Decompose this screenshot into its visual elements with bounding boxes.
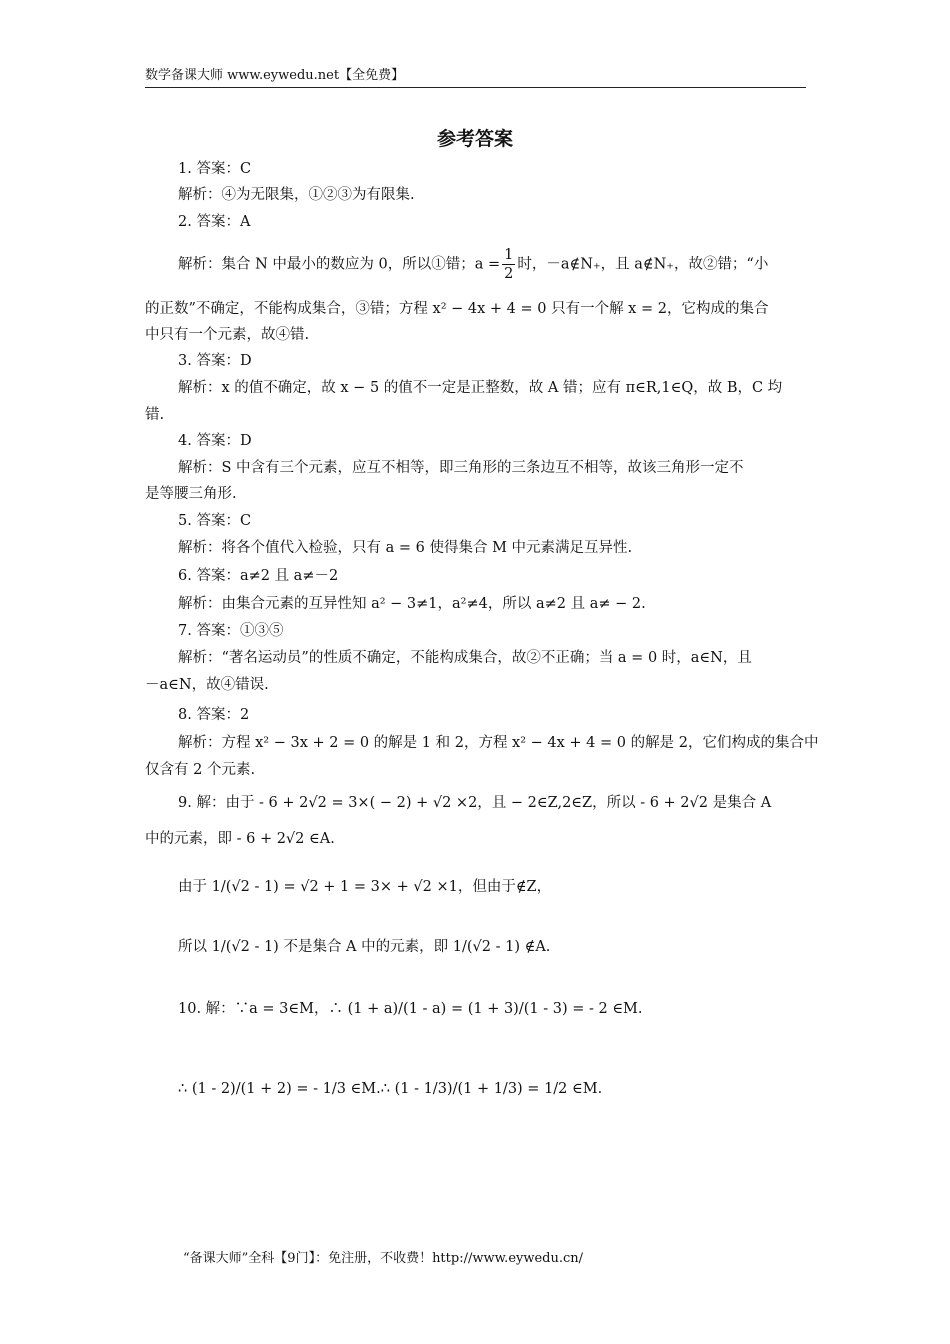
answer-3: 3. 答案：D bbox=[178, 353, 252, 369]
answer-7: 7. 答案：①③⑤ bbox=[178, 623, 284, 639]
solution-10-line2: ∴ (1 - 2)/(1 + 2) = - 1/3 ∈M.∴ (1 - 1/3)/(1 + 1/3) = 1/2 ∈M. bbox=[178, 1081, 603, 1097]
answer-1: 1. 答案：C bbox=[178, 161, 252, 177]
analysis-1: 解析：④为无限集，①②③为有限集. bbox=[178, 187, 415, 203]
answer-4: 4. 答案：D bbox=[178, 433, 252, 449]
fraction-one-half bbox=[502, 246, 515, 283]
analysis-2-line3: 中只有一个元素，故④错. bbox=[145, 327, 310, 343]
analysis-7-line2: －a∈N，故④错误. bbox=[145, 677, 269, 693]
answer-5: 5. 答案：C bbox=[178, 513, 252, 529]
fraction-numerator: 1 bbox=[504, 247, 514, 263]
page-title: 参考答案 bbox=[436, 128, 513, 150]
analysis-2-part1: 解析：集合 N 中最小的数应为 0，所以①错；a = bbox=[178, 256, 501, 273]
fraction-denominator: 2 bbox=[504, 266, 514, 283]
analysis-7-line1: 解析：“著名运动员”的性质不确定，不能构成集合，故②不正确；当 a = 0 时，a∈N，且 bbox=[178, 650, 752, 666]
analysis-8-line1: 解析：方程 x² − 3x + 2 = 0 的解是 1 和 2，方程 x² − 4x + 4 = 0 的解是 2，它们构成的集合中 bbox=[178, 735, 819, 751]
solution-9-line2: 中的元素，即 - 6 + 2√2 ∈A. bbox=[145, 831, 335, 847]
analysis-2-line1 bbox=[145, 246, 839, 283]
solution-9-line3: 由于 1/(√2 - 1) = √2 + 1 = 3× + √2 ×1，但由于∉Z， bbox=[178, 879, 552, 895]
page-footer: “备课大师”全科【9门】：免注册，不收费！http://www.eywedu.cn/ bbox=[183, 1251, 584, 1266]
answer-2: 2. 答案：A bbox=[178, 214, 251, 230]
analysis-6: 解析：由集合元素的互异性知 a² − 3≠1，a²≠4，所以 a≠2 且 a≠ − 2. bbox=[178, 596, 646, 612]
solution-10-line1: 10. 解：∵a = 3∈M，∴ (1 + a)/(1 - a) = (1 + 3)/(1 - 3) = - 2 ∈M. bbox=[178, 1001, 643, 1017]
page-header: 数学备课大师 www.eywedu.net【全免费】 bbox=[145, 64, 806, 88]
analysis-3-line1: 解析：x 的值不确定，故 x − 5 的值不一定是正整数，故 A 错；应有 π∈R,1∈Q，故 B，C 均 bbox=[178, 380, 783, 396]
solution-9-line1: 9. 解：由于 - 6 + 2√2 = 3×( − 2) + √2 ×2，且 − 2∈Z,2∈Z，所以 - 6 + 2√2 是集合 A bbox=[178, 795, 772, 811]
solution-9-line4: 所以 1/(√2 - 1) 不是集合 A 中的元素，即 1/(√2 - 1) ∉A. bbox=[178, 939, 551, 955]
analysis-8-line2: 仅含有 2 个元素. bbox=[145, 762, 256, 778]
answer-6: 6. 答案：a≠2 且 a≠－2 bbox=[178, 568, 339, 584]
analysis-2-line2: 的正数”不确定，不能构成集合，③错；方程 x² − 4x + 4 = 0 只有一个解 x = 2，它构成的集合 bbox=[145, 301, 769, 317]
analysis-5: 解析：将各个值代入检验，只有 a = 6 使得集合 M 中元素满足互异性. bbox=[178, 540, 633, 556]
analysis-4-line1: 解析：S 中含有三个元素，应互不相等，即三角形的三条边互不相等，故该三角形一定不 bbox=[178, 460, 744, 476]
analysis-3-line2: 错. bbox=[145, 407, 165, 423]
analysis-4-line2: 是等腰三角形. bbox=[145, 486, 237, 502]
analysis-2-part2: 时，－a∉N₊，且 a∉N₊，故②错；“小 bbox=[517, 256, 769, 273]
answer-8: 8. 答案：2 bbox=[178, 707, 250, 723]
